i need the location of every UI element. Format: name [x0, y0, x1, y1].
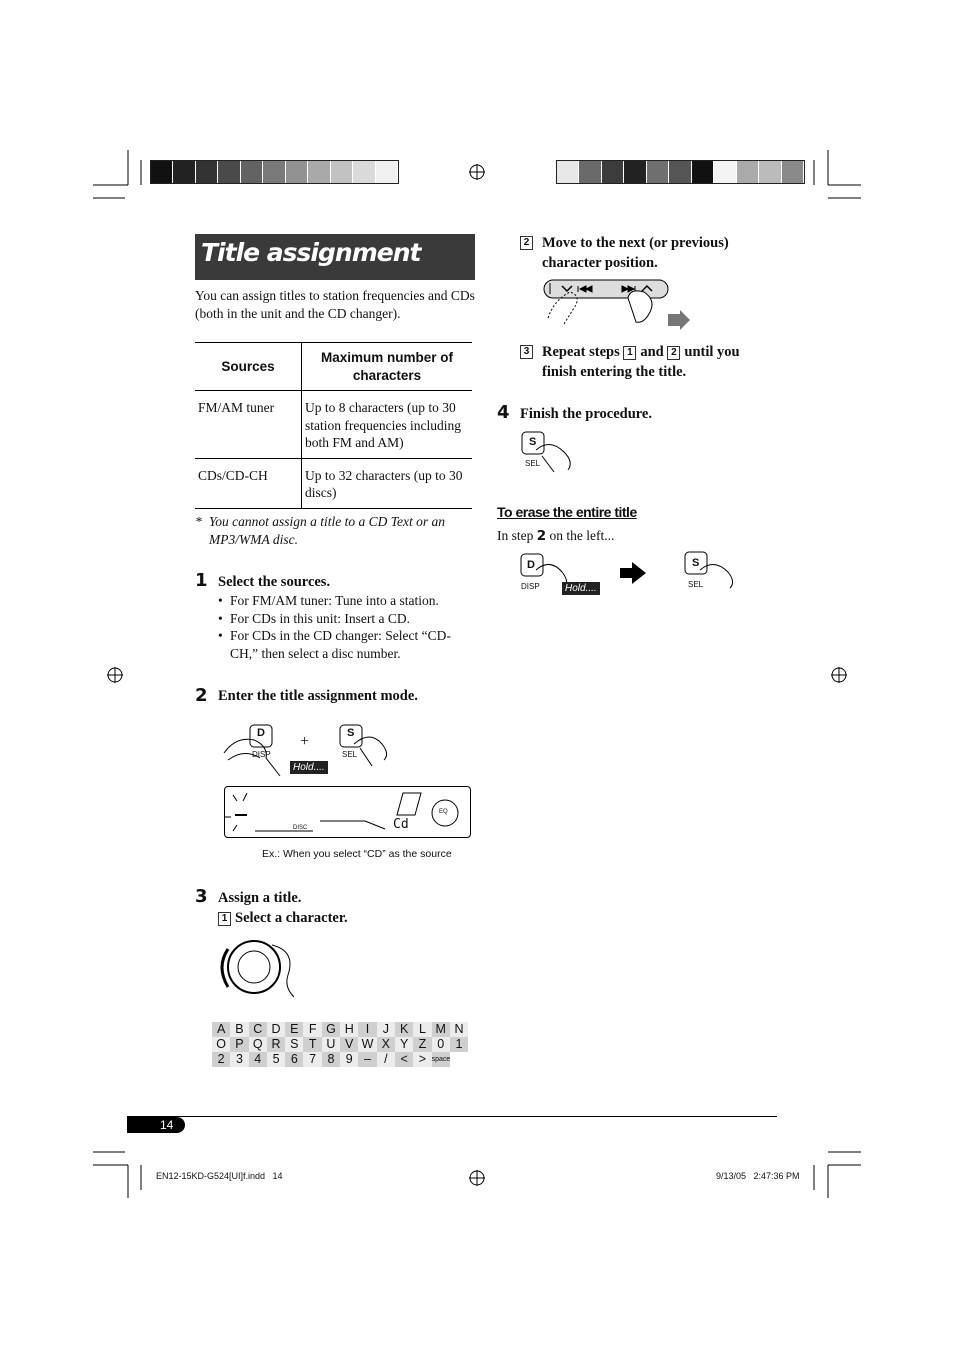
lcd-source: Cd [393, 817, 409, 832]
char: 1 [450, 1037, 468, 1052]
char: 2 [212, 1052, 230, 1067]
display-caption: Ex.: When you select “CD” as the source [262, 848, 452, 860]
char: J [377, 1022, 395, 1037]
step-4-number: 4 [497, 402, 510, 423]
erase-illustration [518, 550, 748, 600]
char: M [432, 1022, 450, 1037]
page-title: Title assignment [201, 238, 421, 267]
table-cell: FM/AM tuner [195, 391, 302, 459]
char-row-3 [212, 1052, 468, 1067]
table-row [195, 458, 472, 508]
footnote-mark: * [195, 514, 202, 529]
char: 6 [285, 1052, 303, 1067]
list-item: • For FM/AM tuner: Tune into a station. [218, 592, 468, 610]
list-item: • For CDs in the CD changer: Select “CD-CH,” then select a disc number. [218, 627, 468, 662]
color-bar-right [556, 160, 805, 184]
sel-label-s4: SEL [525, 459, 541, 468]
char: A [212, 1022, 230, 1037]
sub3-num: 3 [520, 345, 533, 359]
plus-sign: + [300, 733, 310, 750]
disp-label-erase: DISP [521, 582, 540, 591]
char: U [322, 1037, 340, 1052]
char: 4 [249, 1052, 267, 1067]
char: X [377, 1037, 395, 1052]
step-2-number: 2 [195, 685, 208, 706]
char: K [395, 1022, 413, 1037]
erase-heading: To erase the entire title [497, 504, 637, 520]
char: D [267, 1022, 285, 1037]
char: 8 [322, 1052, 340, 1067]
hold-badge: Hold.... [290, 761, 328, 774]
char: / [377, 1052, 395, 1067]
char: 3 [230, 1052, 248, 1067]
char: P [230, 1037, 248, 1052]
sel-label: SEL [342, 750, 358, 759]
step-1-text: Select the sources. [218, 574, 331, 590]
char: Z [413, 1037, 431, 1052]
footer-date: 9/13/05 2:47:36 PM [716, 1171, 800, 1181]
char: N [450, 1022, 468, 1037]
char: S [285, 1037, 303, 1052]
sub3-and: and [640, 344, 664, 360]
table-header-max: Maximum number of characters [302, 343, 473, 391]
sub3-ref-2: 2 [667, 346, 680, 360]
char: 9 [340, 1052, 358, 1067]
erase-text-a: In step [497, 528, 534, 543]
disp-label: DISP [252, 750, 271, 759]
char: 0 [432, 1037, 450, 1052]
char: G [322, 1022, 340, 1037]
char: W [358, 1037, 376, 1052]
step-3-text: Assign a title. [218, 890, 302, 906]
sel-letter: S [347, 727, 355, 739]
control-knob-illustration [212, 935, 302, 1003]
sub3-ref-1: 1 [623, 346, 636, 360]
step-3-sub2 [520, 233, 760, 273]
color-bar-left [150, 160, 399, 184]
sources-table [195, 342, 472, 509]
char: F [303, 1022, 321, 1037]
char: C [249, 1022, 267, 1037]
table-row [195, 391, 472, 459]
table-cell: Up to 8 characters (up to 30 station frequencies including both FM and AM) [302, 391, 473, 459]
footnote-text: You cannot assign a title to a CD Text or an MP3/WMA disc. [209, 514, 446, 547]
char: E [285, 1022, 303, 1037]
intro-text: You can assign titles to station frequencies and CDs (both in the unit and the CD changer). [195, 288, 475, 321]
char-row-2 [212, 1037, 468, 1052]
list-item: • For CDs in this unit: Insert a CD. [218, 610, 468, 628]
char-space: space [432, 1052, 450, 1067]
sub3-text-b: until you finish entering the title. [542, 344, 740, 380]
sel-label-erase: SEL [688, 580, 704, 589]
char: I [358, 1022, 376, 1037]
char: H [340, 1022, 358, 1037]
char: Y [395, 1037, 413, 1052]
hold-badge-erase: Hold.... [562, 582, 600, 595]
footnote [195, 513, 475, 549]
skip-buttons-illustration [540, 278, 692, 330]
step-4-text: Finish the procedure. [520, 406, 652, 422]
lcd-eq: EQ [439, 809, 448, 815]
char: Q [249, 1037, 267, 1052]
char: 5 [267, 1052, 285, 1067]
char: O [212, 1037, 230, 1052]
step-2-text: Enter the title assignment mode. [218, 688, 418, 704]
char: V [340, 1037, 358, 1052]
char: 7 [303, 1052, 321, 1067]
step-1-number: 1 [195, 570, 208, 591]
sub2-text: Move to the next (or previous) character position. [542, 235, 729, 271]
disp-letter: D [257, 727, 265, 739]
bottom-rule [127, 1116, 777, 1117]
sub3-text-a: Repeat steps [542, 344, 620, 360]
char: T [303, 1037, 321, 1052]
char-row-1 [212, 1022, 468, 1037]
step-3-number: 3 [195, 886, 208, 907]
step-3-sub1 [218, 910, 348, 927]
char: < [395, 1052, 413, 1067]
char: > [413, 1052, 431, 1067]
char: L [413, 1022, 431, 1037]
char: R [267, 1037, 285, 1052]
page-number-tab [127, 1117, 185, 1133]
sel-letter-erase: S [692, 557, 700, 569]
character-table [212, 1022, 468, 1067]
erase-step-num: 2 [536, 528, 547, 544]
footer-file: EN12-15KD-G524[UI]f.indd 14 [156, 1171, 283, 1181]
step-3-sub3 [520, 342, 770, 382]
sub2-num: 2 [520, 236, 533, 250]
step-1-bullets [218, 592, 468, 662]
erase-text-b: on the left... [549, 528, 615, 543]
lcd-disc-label: DISC [293, 825, 308, 831]
char: – [358, 1052, 376, 1067]
erase-text [497, 527, 614, 545]
table-cell: CDs/CD-CH [195, 458, 302, 508]
page-number: 14 [160, 1118, 174, 1132]
table-header-sources: Sources [195, 343, 302, 391]
table-cell: Up to 32 characters (up to 30 discs) [302, 458, 473, 508]
sub1-text: Select a character. [235, 910, 348, 926]
sel-letter-s4: S [529, 436, 537, 448]
char: B [230, 1022, 248, 1037]
lcd-display [224, 786, 471, 838]
disp-letter-erase: D [527, 559, 535, 571]
sub1-num: 1 [218, 912, 231, 926]
